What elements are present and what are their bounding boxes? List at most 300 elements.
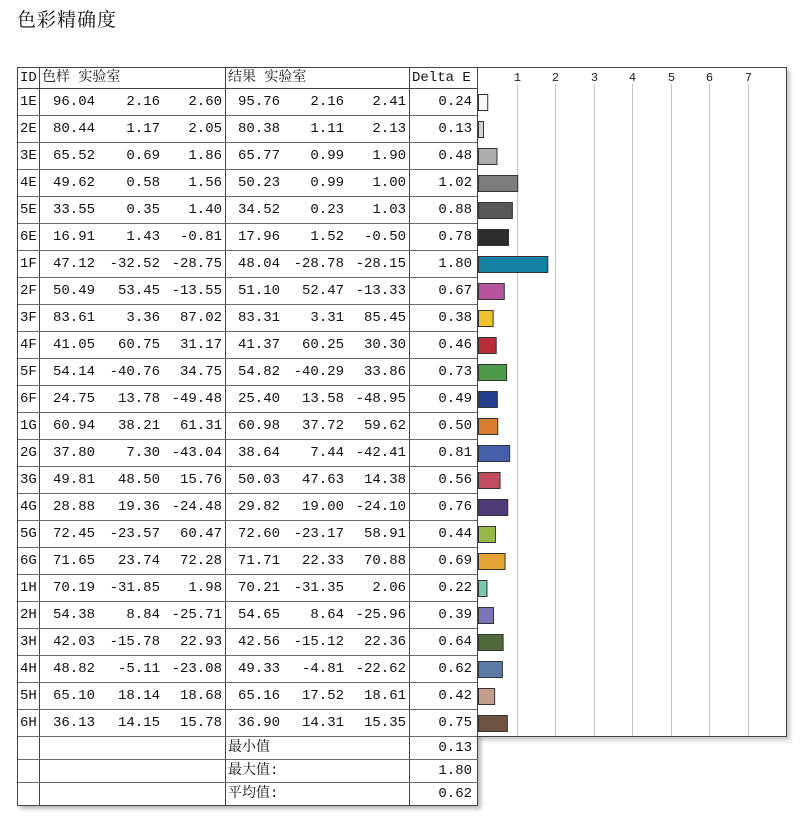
table-row <box>18 332 478 359</box>
reference-l-value: 16.91 <box>52 229 95 245</box>
reference-b-value: -0.81 <box>179 229 222 245</box>
reference-b-value: 15.76 <box>179 472 222 488</box>
reference-l-value: 49.62 <box>52 175 95 191</box>
bar-3E <box>479 149 497 165</box>
reference-lab-values <box>40 386 226 412</box>
bar-4H <box>479 662 503 678</box>
result-b-value: 85.45 <box>363 310 406 326</box>
reference-l-value: 80.44 <box>52 121 95 137</box>
result-a-value: 8.64 <box>310 607 344 623</box>
reference-a-value: 1.43 <box>126 229 160 245</box>
delta-e-value: 0.69 <box>410 548 478 574</box>
result-a-value: -15.12 <box>293 634 344 650</box>
reference-lab-values <box>40 332 226 358</box>
result-a-value: 52.47 <box>301 283 344 299</box>
table-row <box>18 278 478 305</box>
result-a-value: 0.23 <box>310 202 344 218</box>
delta-e-value: 0.50 <box>410 413 478 439</box>
bar-2G <box>479 446 510 462</box>
result-b-value: 1.03 <box>372 202 406 218</box>
delta-e-value: 0.67 <box>410 278 478 304</box>
result-b-value: -25.96 <box>355 607 406 623</box>
result-b-value: -24.10 <box>355 499 406 515</box>
result-lab-values <box>226 710 410 736</box>
result-a-value: -31.35 <box>293 580 344 596</box>
reference-b-value: 1.98 <box>188 580 222 596</box>
result-l-value: 41.37 <box>237 337 280 353</box>
result-l-value: 80.38 <box>237 121 280 137</box>
reference-b-value: 34.75 <box>179 364 222 380</box>
table-body <box>18 89 478 737</box>
bar-4F <box>479 338 497 354</box>
chart-gridlines <box>518 84 749 736</box>
reference-b-value: -25.71 <box>171 607 222 623</box>
summary-reference-cell <box>40 737 226 759</box>
delta-e-value: 0.48 <box>410 143 478 169</box>
result-lab-values <box>226 305 410 331</box>
summary-row <box>18 783 478 806</box>
summary-id-cell <box>18 783 40 805</box>
x-tick-label: 6 <box>705 71 714 85</box>
row-id: 2E <box>18 116 40 142</box>
bar-6F <box>479 392 498 408</box>
result-lab-values <box>226 143 410 169</box>
row-id: 6H <box>18 710 40 736</box>
result-b-value: 33.86 <box>363 364 406 380</box>
delta-e-value: 0.44 <box>410 521 478 547</box>
chart-bars <box>479 95 548 732</box>
reference-a-value: 48.50 <box>117 472 160 488</box>
header-result-lab: 结果 实验室 <box>226 68 410 88</box>
result-a-value: 47.63 <box>301 472 344 488</box>
reference-lab-values <box>40 656 226 682</box>
reference-b-value: 18.68 <box>179 688 222 704</box>
table-row <box>18 197 478 224</box>
reference-l-value: 37.80 <box>52 445 95 461</box>
result-lab-values <box>226 683 410 709</box>
row-id: 6G <box>18 548 40 574</box>
reference-l-value: 72.45 <box>52 526 95 542</box>
reference-a-value: -31.85 <box>109 580 160 596</box>
result-l-value: 49.33 <box>237 661 280 677</box>
reference-b-value: 2.05 <box>188 121 222 137</box>
reference-a-value: 13.78 <box>117 391 160 407</box>
result-a-value: 7.44 <box>310 445 344 461</box>
reference-l-value: 48.82 <box>52 661 95 677</box>
result-lab-values <box>226 386 410 412</box>
bar-2H <box>479 608 494 624</box>
result-l-value: 65.77 <box>237 148 280 164</box>
result-lab-values <box>226 197 410 223</box>
result-l-value: 36.90 <box>237 715 280 731</box>
bar-2E <box>479 122 484 138</box>
table-row <box>18 656 478 683</box>
row-id: 3E <box>18 143 40 169</box>
reference-lab-values <box>40 602 226 628</box>
reference-lab-values <box>40 278 226 304</box>
bar-6E <box>479 230 509 246</box>
bar-4E <box>479 176 518 192</box>
reference-lab-values <box>40 170 226 196</box>
row-id: 5E <box>18 197 40 223</box>
result-l-value: 42.56 <box>237 634 280 650</box>
table-row <box>18 710 478 737</box>
reference-b-value: 1.40 <box>188 202 222 218</box>
reference-a-value: 7.30 <box>126 445 160 461</box>
x-tick-label: 4 <box>628 71 637 85</box>
delta-e-value: 0.49 <box>410 386 478 412</box>
result-l-value: 51.10 <box>237 283 280 299</box>
table-header <box>18 68 478 89</box>
reference-b-value: 1.56 <box>188 175 222 191</box>
reference-l-value: 60.94 <box>52 418 95 434</box>
summary-label: 最大值: <box>226 760 410 782</box>
reference-a-value: 23.74 <box>117 553 160 569</box>
result-b-value: 2.13 <box>372 121 406 137</box>
result-b-value: -13.33 <box>355 283 406 299</box>
table-row <box>18 224 478 251</box>
x-tick-label: 3 <box>590 71 599 85</box>
reference-b-value: 15.78 <box>179 715 222 731</box>
result-b-value: 2.41 <box>372 94 406 110</box>
reference-lab-values <box>40 89 226 115</box>
table-row <box>18 602 478 629</box>
result-b-value: 58.91 <box>363 526 406 542</box>
result-a-value: 13.58 <box>301 391 344 407</box>
delta-e-value: 1.80 <box>410 251 478 277</box>
summary-label: 最小值 <box>226 737 410 759</box>
row-id: 4H <box>18 656 40 682</box>
result-lab-values <box>226 629 410 655</box>
reference-lab-values <box>40 575 226 601</box>
result-l-value: 48.04 <box>237 256 280 272</box>
bar-5F <box>479 365 507 381</box>
reference-l-value: 54.14 <box>52 364 95 380</box>
result-lab-values <box>226 440 410 466</box>
bar-1G <box>479 419 498 435</box>
row-id: 5F <box>18 359 40 385</box>
result-l-value: 83.31 <box>237 310 280 326</box>
row-id: 6F <box>18 386 40 412</box>
reference-b-value: 22.93 <box>179 634 222 650</box>
bar-5G <box>479 527 496 543</box>
reference-a-value: -23.57 <box>109 526 160 542</box>
header-reference-lab: 色样 实验室 <box>40 68 226 88</box>
reference-l-value: 54.38 <box>52 607 95 623</box>
reference-l-value: 47.12 <box>52 256 95 272</box>
result-b-value: -0.50 <box>363 229 406 245</box>
reference-b-value: 61.31 <box>179 418 222 434</box>
table-row <box>18 386 478 413</box>
reference-l-value: 50.49 <box>52 283 95 299</box>
result-b-value: -22.62 <box>355 661 406 677</box>
delta-e-value: 0.81 <box>410 440 478 466</box>
result-lab-values <box>226 656 410 682</box>
table-row <box>18 683 478 710</box>
reference-b-value: 31.17 <box>179 337 222 353</box>
bar-5H <box>479 689 495 705</box>
reference-b-value: -24.48 <box>171 499 222 515</box>
chart-tick-labels <box>514 71 752 85</box>
delta-e-value: 0.73 <box>410 359 478 385</box>
result-a-value: 14.31 <box>301 715 344 731</box>
result-l-value: 72.60 <box>237 526 280 542</box>
delta-e-value: 0.76 <box>410 494 478 520</box>
result-a-value: 1.52 <box>310 229 344 245</box>
delta-e-value: 1.02 <box>410 170 478 196</box>
table-row <box>18 305 478 332</box>
delta-e-value: 0.88 <box>410 197 478 223</box>
delta-e-value: 0.24 <box>410 89 478 115</box>
row-id: 1E <box>18 89 40 115</box>
result-a-value: 0.99 <box>310 148 344 164</box>
result-lab-values <box>226 359 410 385</box>
row-id: 4E <box>18 170 40 196</box>
reference-l-value: 28.88 <box>52 499 95 515</box>
reference-a-value: 0.58 <box>126 175 160 191</box>
reference-a-value: 0.69 <box>126 148 160 164</box>
color-accuracy-table <box>17 67 478 806</box>
result-lab-values <box>226 278 410 304</box>
result-a-value: -40.29 <box>293 364 344 380</box>
delta-e-value: 0.39 <box>410 602 478 628</box>
reference-lab-values <box>40 467 226 493</box>
reference-b-value: -43.04 <box>171 445 222 461</box>
result-b-value: 30.30 <box>363 337 406 353</box>
delta-e-value: 0.56 <box>410 467 478 493</box>
result-b-value: 15.35 <box>363 715 406 731</box>
result-l-value: 34.52 <box>237 202 280 218</box>
summary-row <box>18 737 478 760</box>
result-a-value: 2.16 <box>310 94 344 110</box>
result-b-value: 22.36 <box>363 634 406 650</box>
result-l-value: 60.98 <box>237 418 280 434</box>
result-lab-values <box>226 521 410 547</box>
result-l-value: 50.23 <box>237 175 280 191</box>
reference-b-value: -13.55 <box>171 283 222 299</box>
reference-a-value: 18.14 <box>117 688 160 704</box>
row-id: 4F <box>18 332 40 358</box>
result-a-value: 19.00 <box>301 499 344 515</box>
reference-a-value: 8.84 <box>126 607 160 623</box>
result-l-value: 71.71 <box>237 553 280 569</box>
row-id: 1F <box>18 251 40 277</box>
result-l-value: 54.82 <box>237 364 280 380</box>
table-row <box>18 629 478 656</box>
row-id: 1H <box>18 575 40 601</box>
reference-lab-values <box>40 251 226 277</box>
reference-lab-values <box>40 197 226 223</box>
reference-b-value: 72.28 <box>179 553 222 569</box>
result-b-value: 2.06 <box>372 580 406 596</box>
reference-lab-values <box>40 413 226 439</box>
result-l-value: 38.64 <box>237 445 280 461</box>
reference-b-value: -49.48 <box>171 391 222 407</box>
row-id: 4G <box>18 494 40 520</box>
bar-1E <box>479 95 488 111</box>
reference-l-value: 49.81 <box>52 472 95 488</box>
summary-label: 平均值: <box>226 783 410 805</box>
reference-lab-values <box>40 548 226 574</box>
result-l-value: 17.96 <box>237 229 280 245</box>
result-a-value: -28.78 <box>293 256 344 272</box>
summary-value: 0.62 <box>410 783 478 805</box>
delta-e-value: 0.78 <box>410 224 478 250</box>
bar-3H <box>479 635 504 651</box>
row-id: 6E <box>18 224 40 250</box>
reference-l-value: 36.13 <box>52 715 95 731</box>
result-b-value: 14.38 <box>363 472 406 488</box>
table-row <box>18 251 478 278</box>
result-a-value: 17.52 <box>301 688 344 704</box>
reference-b-value: 1.86 <box>188 148 222 164</box>
summary-reference-cell <box>40 760 226 782</box>
reference-l-value: 42.03 <box>52 634 95 650</box>
table-row <box>18 143 478 170</box>
row-id: 3F <box>18 305 40 331</box>
result-l-value: 25.40 <box>237 391 280 407</box>
result-a-value: 37.72 <box>301 418 344 434</box>
table-row <box>18 440 478 467</box>
delta-e-value: 0.42 <box>410 683 478 709</box>
result-lab-values <box>226 332 410 358</box>
result-a-value: 1.11 <box>310 121 344 137</box>
result-b-value: 70.88 <box>363 553 406 569</box>
row-id: 1G <box>18 413 40 439</box>
result-b-value: -48.95 <box>355 391 406 407</box>
summary-id-cell <box>18 737 40 759</box>
reference-lab-values <box>40 521 226 547</box>
row-id: 5G <box>18 521 40 547</box>
result-lab-values <box>226 224 410 250</box>
row-id: 2H <box>18 602 40 628</box>
reference-a-value: 2.16 <box>126 94 160 110</box>
table-row <box>18 170 478 197</box>
result-a-value: -23.17 <box>293 526 344 542</box>
table-row <box>18 467 478 494</box>
reference-b-value: 2.60 <box>188 94 222 110</box>
result-b-value: -42.41 <box>355 445 406 461</box>
table-row <box>18 494 478 521</box>
table-row <box>18 521 478 548</box>
result-b-value: 1.90 <box>372 148 406 164</box>
x-tick-label: 7 <box>744 71 753 85</box>
result-lab-values <box>226 116 410 142</box>
x-tick-label: 1 <box>513 71 522 85</box>
row-id: 2F <box>18 278 40 304</box>
result-l-value: 70.21 <box>237 580 280 596</box>
table-row <box>18 89 478 116</box>
row-id: 3G <box>18 467 40 493</box>
delta-e-value: 0.13 <box>410 116 478 142</box>
reference-l-value: 24.75 <box>52 391 95 407</box>
delta-e-value: 0.46 <box>410 332 478 358</box>
result-lab-values <box>226 89 410 115</box>
delta-e-value: 0.62 <box>410 656 478 682</box>
reference-lab-values <box>40 143 226 169</box>
result-a-value: 3.31 <box>310 310 344 326</box>
reference-lab-values <box>40 629 226 655</box>
table-row <box>18 548 478 575</box>
reference-l-value: 65.10 <box>52 688 95 704</box>
delta-e-bar-chart <box>477 67 787 737</box>
reference-a-value: 1.17 <box>126 121 160 137</box>
table-summary <box>18 737 478 806</box>
reference-a-value: -32.52 <box>109 256 160 272</box>
reference-l-value: 71.65 <box>52 553 95 569</box>
bar-3G <box>479 473 501 489</box>
result-l-value: 65.16 <box>237 688 280 704</box>
result-lab-values <box>226 251 410 277</box>
result-lab-values <box>226 575 410 601</box>
reference-l-value: 33.55 <box>52 202 95 218</box>
result-l-value: 95.76 <box>237 94 280 110</box>
bar-1H <box>479 581 487 597</box>
bar-6G <box>479 554 506 570</box>
reference-a-value: 60.75 <box>117 337 160 353</box>
delta-e-value: 0.64 <box>410 629 478 655</box>
result-a-value: 22.33 <box>301 553 344 569</box>
result-lab-values <box>226 467 410 493</box>
reference-b-value: -23.08 <box>171 661 222 677</box>
result-l-value: 54.65 <box>237 607 280 623</box>
header-delta-e: Delta E <box>410 68 478 88</box>
table-row <box>18 575 478 602</box>
delta-e-value: 0.38 <box>410 305 478 331</box>
reference-b-value: 60.47 <box>179 526 222 542</box>
reference-l-value: 70.19 <box>52 580 95 596</box>
reference-a-value: -5.11 <box>117 661 160 677</box>
result-b-value: 1.00 <box>372 175 406 191</box>
x-tick-label: 5 <box>667 71 676 85</box>
reference-l-value: 83.61 <box>52 310 95 326</box>
page-title: 色彩精确度 <box>17 9 118 31</box>
reference-lab-values <box>40 683 226 709</box>
table-row <box>18 359 478 386</box>
reference-a-value: -40.76 <box>109 364 160 380</box>
reference-a-value: 19.36 <box>117 499 160 515</box>
summary-row <box>18 760 478 783</box>
reference-l-value: 41.05 <box>52 337 95 353</box>
delta-e-value: 0.75 <box>410 710 478 736</box>
result-b-value: -28.15 <box>355 256 406 272</box>
reference-a-value: 38.21 <box>117 418 160 434</box>
result-a-value: -4.81 <box>301 661 344 677</box>
result-lab-values <box>226 548 410 574</box>
reference-lab-values <box>40 440 226 466</box>
delta-e-value: 0.22 <box>410 575 478 601</box>
reference-lab-values <box>40 710 226 736</box>
row-id: 3H <box>18 629 40 655</box>
bar-1F <box>479 257 548 273</box>
reference-a-value: 53.45 <box>117 283 160 299</box>
summary-reference-cell <box>40 783 226 805</box>
reference-a-value: 14.15 <box>117 715 160 731</box>
header-id: ID <box>18 68 40 88</box>
result-b-value: 18.61 <box>363 688 406 704</box>
result-lab-values <box>226 413 410 439</box>
summary-value: 0.13 <box>410 737 478 759</box>
reference-lab-values <box>40 359 226 385</box>
table-row <box>18 116 478 143</box>
bar-4G <box>479 500 508 516</box>
reference-a-value: 0.35 <box>126 202 160 218</box>
bar-5E <box>479 203 513 219</box>
x-tick-label: 2 <box>551 71 560 85</box>
reference-lab-values <box>40 494 226 520</box>
bar-2F <box>479 284 505 300</box>
bar-6H <box>479 716 508 732</box>
